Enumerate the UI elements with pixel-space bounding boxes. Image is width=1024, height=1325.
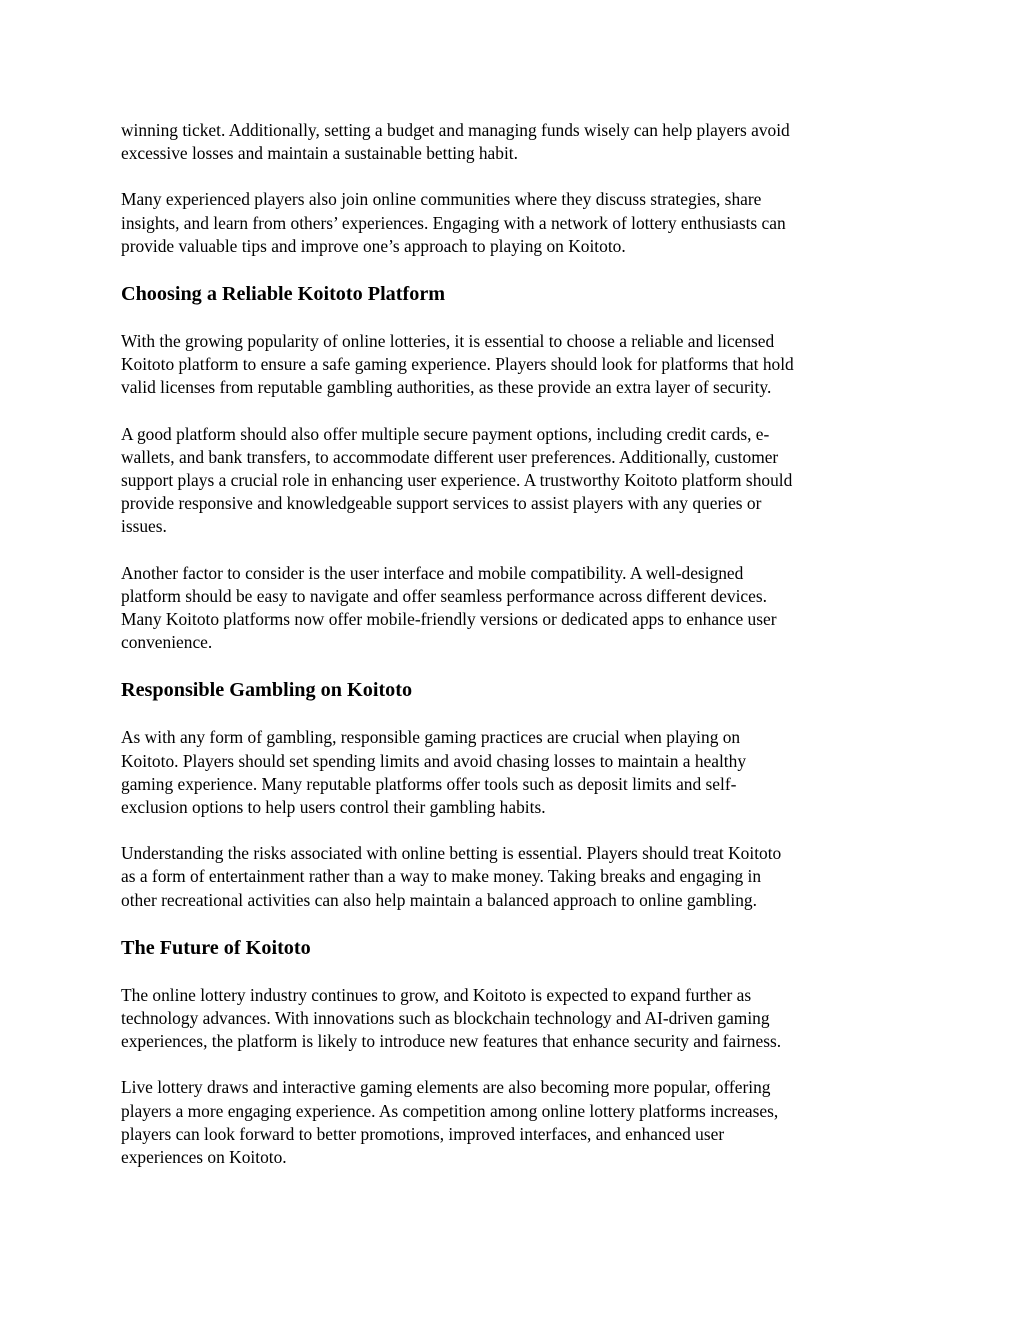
heading-choosing-platform: Choosing a Reliable Koitoto Platform [121,283,446,306]
text-line: Another factor to consider is the user interface and mobile compatibility. A well-designed [121,562,744,583]
text-line: excessive losses and maintain a sustainable betting habit. [121,143,518,164]
text-line: experiences on Koitoto. [121,1147,287,1168]
text-line: gaming experience. Many reputable platforms offer tools such as deposit limits and self- [121,773,737,794]
text-line: A good platform should also offer multiple secure payment options, including credit cards, e- [121,423,770,444]
intro-paragraph-2 [121,188,911,258]
text-line: Koitoto. Players should set spending limits and avoid chasing losses to maintain a healthy [121,750,747,771]
text-line: players can look forward to better promotions, improved interfaces, and enhanced user [121,1123,725,1144]
text-line: Understanding the risks associated with online betting is essential. Players should treat Koitoto [121,843,782,864]
intro-paragraph-1 [121,119,911,165]
heading-future-of-koitoto: The Future of Koitoto [121,936,311,959]
responsible-paragraph-1 [121,726,911,819]
text-line: platform should be easy to navigate and offer seamless performance across different devices. [121,585,767,606]
text-line: exclusion options to help users control their gambling habits. [121,797,546,818]
text-line: provide responsive and knowledgeable support services to assist players with any queries or [121,493,762,514]
text-line: provide valuable tips and improve one’s approach to playing on Koitoto. [121,235,626,256]
text-line: Many experienced players also join online communities where they discuss strategies, share [121,189,762,210]
text-line: The online lottery industry continues to grow, and Koitoto is expected to expand further as [121,984,752,1005]
text-line: With the growing popularity of online lotteries, it is essential to choose a reliable and licensed [121,331,775,352]
text-line: issues. [121,516,167,537]
platform-paragraph-1 [121,330,911,400]
text-line: as a form of entertainment rather than a way to make money. Taking breaks and engaging in [121,866,762,887]
text-line: winning ticket. Additionally, setting a budget and managing funds wisely can help players avoid [121,120,790,140]
responsible-paragraph-2 [121,842,911,912]
text-line: convenience. [121,632,213,653]
heading-responsible-gambling: Responsible Gambling on Koitoto [121,679,413,702]
text-line: insights, and learn from others’ experiences. Engaging with a network of lottery enthusiasts can [121,212,786,233]
text-line: technology advances. With innovations such as blockchain technology and AI-driven gaming [121,1008,770,1029]
text-line: Many Koitoto platforms now offer mobile-friendly versions or dedicated apps to enhance user [121,609,777,630]
text-line: Live lottery draws and interactive gaming elements are also becoming more popular, offering [121,1077,771,1098]
text-line: experiences, the platform is likely to introduce new features that enhance security and fairness. [121,1031,782,1052]
text-line: wallets, and bank transfers, to accommodate different user preferences. Additionally, customer [121,446,779,467]
platform-paragraph-3 [121,562,911,655]
text-line: Koitoto platform to ensure a safe gaming experience. Players should look for platforms that hold [121,354,794,375]
text-line: players a more engaging experience. As competition among online lottery platforms increases, [121,1100,779,1121]
text-line: valid licenses from reputable gambling authorities, as these provide an extra layer of security. [121,377,772,398]
text-line: support plays a crucial role in enhancing user experience. A trustworthy Koitoto platform should [121,470,793,491]
future-paragraph-2 [121,1076,911,1169]
text-line: other recreational activities can also help maintain a balanced approach to online gambling. [121,889,757,910]
platform-paragraph-2 [121,423,911,539]
future-paragraph-1 [121,984,911,1054]
text-line: As with any form of gambling, responsible gaming practices are crucial when playing on [121,727,741,748]
document-page [121,119,911,1192]
